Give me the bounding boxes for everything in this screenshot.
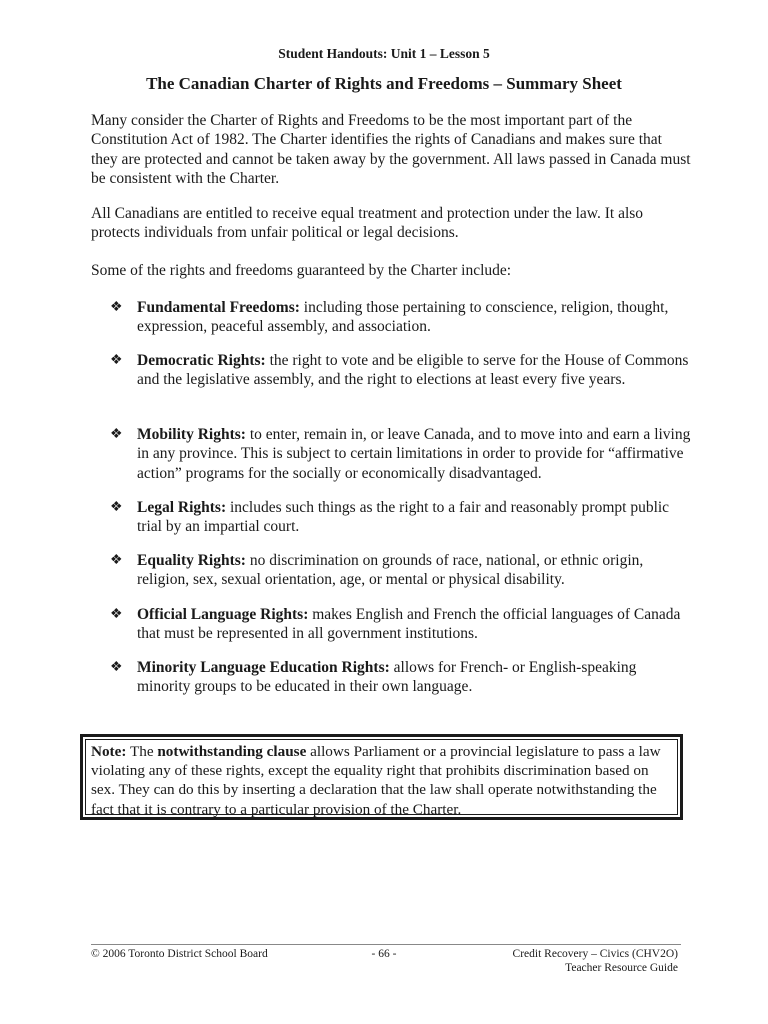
diamond-bullet-icon: ❖ [110,553,123,568]
diamond-bullet-icon: ❖ [110,660,123,675]
right-term: Official Language Rights: [137,606,309,623]
right-term: Legal Rights: [137,499,227,516]
right-term: Mobility Rights: [137,426,246,443]
diamond-bullet-icon: ❖ [110,607,123,622]
right-description: to enter, remain in, or leave Canada, and to move into and earn a living in any province. This is subject to certain limitations in order to provide for “affirmative action” programs for the socially or economically disadvantaged. [137,426,691,482]
note-box [80,734,683,820]
right-description: including those pertaining to conscience, religion, thought, expression, peaceful assembly, and association. [137,299,669,336]
right-term: Minority Language Education Rights: [137,659,390,676]
note-body: allows Parliament or a provincial legislature to pass a law violating any of these rights, except the equality right that prohibits discrimination based on sex. They can do this by inserting a declaration that the law shall operate notwithstanding the fact that it is contrary to a particular provision of the Charter. [91,743,661,818]
footer-course [513,947,678,975]
note-pre: The [126,743,158,760]
diamond-bullet-icon: ❖ [110,500,123,515]
right-description: the right to vote and be eligible to serve for the House of Commons and the legislative assembly, and the right to elections at least every five years. [137,352,689,389]
note-label: Note: [91,743,127,760]
right-term: Fundamental Freedoms: [137,299,300,316]
right-term: Democratic Rights: [137,352,266,369]
note-text [91,742,676,819]
footer-copyright: © 2006 Toronto District School Board [91,948,268,960]
equality-paragraph: All Canadians are entitled to receive equal treatment and protection under the law. It also protects individuals from unfair political or legal decisions. [91,205,644,242]
page-title: The Canadian Charter of Rights and Freedoms – Summary Sheet [146,74,622,93]
right-description: makes English and French the official languages of Canada that must be represented in all government institutions. [137,606,681,643]
intro-paragraph: Many consider the Charter of Rights and Freedoms to be the most important part of the Constitution Act of 1982. The Charter identifies the rights of Canadians and makes sure that they are protected and cannot be taken away by the government. All laws passed in Canada must be consistent with the Charter. [91,112,691,188]
diamond-bullet-icon: ❖ [110,427,123,442]
right-description: no discrimination on grounds of race, national, or ethnic origin, religion, sex, sexual orientation, age, or mental or physical disability. [137,552,644,589]
right-description: includes such things as the right to a fair and reasonably prompt public trial by an impartial court. [137,499,670,536]
diamond-bullet-icon: ❖ [110,300,123,315]
right-term: Equality Rights: [137,552,246,569]
page-header: Student Handouts: Unit 1 – Lesson 5 [278,46,490,61]
footer-divider [91,944,681,945]
list-intro-paragraph: Some of the rights and freedoms guaranteed by the Charter include: [91,262,512,279]
diamond-bullet-icon: ❖ [110,353,123,368]
footer-guide-name: Teacher Resource Guide [565,962,678,974]
footer-course-name: Credit Recovery – Civics (CHV2O) [512,948,678,960]
footer-page-number: - 66 - [371,948,397,960]
note-term: notwithstanding clause [157,743,307,760]
right-description: allows for French- or English-speaking minority groups to be educated in their own language. [137,659,637,696]
